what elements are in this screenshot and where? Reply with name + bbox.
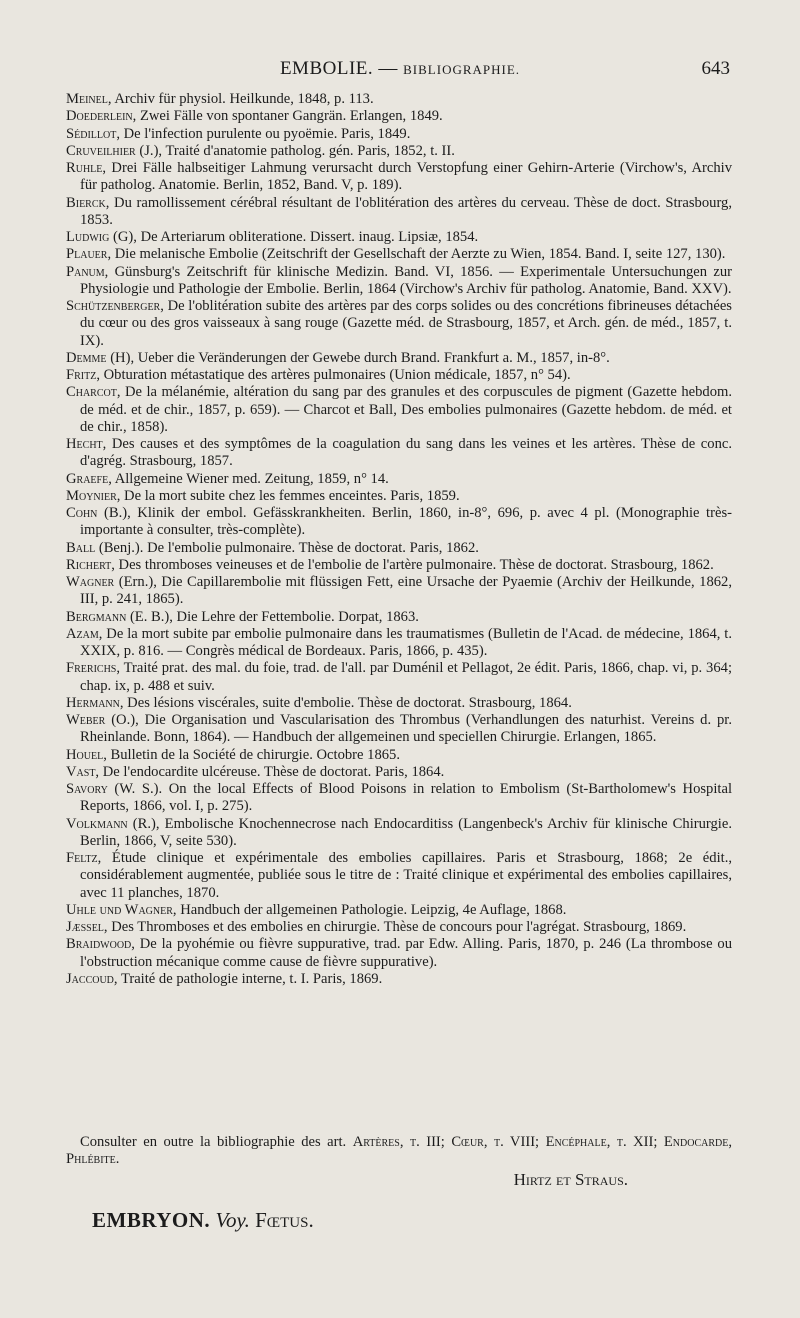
entry-author: Savory (66, 781, 108, 797)
bibliography-entry (66, 764, 732, 781)
bibliography-entry (66, 574, 732, 609)
next-article-target: Fœtus. (255, 1208, 314, 1232)
bibliography-entry (66, 350, 732, 367)
entry-author: Weber (66, 712, 106, 728)
signature (514, 1170, 628, 1190)
entry-author: Hermann, (66, 694, 124, 711)
entry-text: Archiv für physiol. Heilkunde, 1848, p. 113. (111, 91, 374, 107)
bibliography-entry (66, 367, 732, 384)
entry-text: Zwei Fälle von spontaner Gangrän. Erlangen, 1849. (136, 108, 443, 125)
bibliography-entry (66, 195, 732, 230)
entry-text: (R.), Embolische Knochennecrose nach Endocarditiss (Langenbeck's Archiv für klinische Chirurgie. Berlin, 1866, V, seite 530). (80, 815, 732, 849)
entry-text: De la mélanémie, altération du sang par des granules et des corpuscules de pigment (Gazette hebdom. de méd. et de chir., 1857, p. 659). — Charcot et Ball, Des embolies pulmonaires (Gazette hebdom. de méd. et de chir., 1858). (80, 384, 732, 435)
next-article-title: EMBRYON. (92, 1208, 211, 1232)
entry-text: Drei Fälle halbseitiger Lahmung verursacht durch Verstopfung einer Gehirn-Arterie (Virchow's, Archiv für patholog. Anatomie. Berlin, 1852, Band. V, p. 189). (80, 160, 732, 194)
signature-names: Hirtz et Straus. (513, 1170, 628, 1189)
bibliography-entry (66, 712, 732, 747)
entry-text: (Benj.). De l'embolie pulmonaire. Thèse de doctorat. Paris, 1862. (95, 539, 479, 556)
running-header (0, 58, 800, 88)
bibliography-entry (66, 626, 732, 661)
entry-text: (O.), Die Organisation und Vascularisation des Thrombus (Verhandlungen des naturhist. Vereins d. pr. Rheinlande. Bonn, 1864). — Handbuch der allgemeinen und speciellen Chirurgie. Erlangen, 1865. (80, 712, 732, 746)
entry-author: Houel, (66, 746, 107, 763)
bibliography-entry (66, 902, 732, 919)
entry-text: De l'oblitération subite des artères par des corps solides ou des concrétions fibrineuses détachées du cœur ou des gros vaisseaux à sang rouge (Gazette méd. de Strasbourg, 1857, et Arch. gén. de méd., 1857, t. IX). (80, 298, 732, 349)
entry-text: (Ern.), Die Capillarembolie mit flüssigen Fett, eine Ursache der Pyaemie (Archiv der Heilkunde, 1862, III, p. 241, 1865). (80, 574, 732, 608)
entry-author: Bergmann (66, 608, 127, 625)
running-title-sub: BIBLIOGRAPHIE. (403, 62, 521, 77)
entry-text: De la mort subite chez les femmes enceintes. Paris, 1859. (120, 487, 460, 504)
bibliography-entry (66, 660, 732, 695)
entry-text: De l'infection purulente ou pyoëmie. Paris, 1849. (119, 125, 411, 142)
entry-author: Frerichs, (66, 660, 120, 677)
entry-text: Du ramollissement cérébral résultant de l'oblitération des artères du cerveau. Thèse de doct. Strasbourg, 1853. (80, 194, 732, 228)
entry-text: Des causes et des symptômes de la coagulation du sang dans les veines et les artères. Thèse de conc. d'agrég. Strasbourg, 1857. (80, 436, 732, 470)
consult-note (66, 1134, 732, 1169)
bibliography-entry (66, 936, 732, 971)
entry-text: Bulletin de la Société de chirurgie. Octobre 1865. (106, 746, 401, 763)
entry-author: Panum, (66, 263, 109, 280)
bibliography-entry (66, 781, 732, 816)
entry-author: Azam, (66, 625, 103, 642)
bibliography-entry (66, 229, 732, 246)
entry-author: Wagner (66, 574, 115, 590)
running-title-main: EMBOLIE. — (279, 58, 404, 79)
bibliography-entry (66, 91, 732, 108)
entry-author: Moynier, (66, 487, 121, 504)
page-number: 643 (701, 58, 730, 79)
entry-text: Günsburg's Zeitschrift für klinische Medizin. Band. VI, 1856. — Experimentale Untersuchungen zur Physiologie und Pathologie der Embolie. Berlin, 1864 (Virchow's Archiv für patholog. Anatomie, Band. XXV). (80, 263, 732, 297)
bibliography-entry (66, 505, 732, 540)
bibliography-entry (66, 108, 732, 125)
next-article-heading (92, 1208, 314, 1233)
entry-text: (E. B.), Die Lehre der Fettembolie. Dorpat, 1863. (126, 608, 419, 625)
entry-author: Richert, (66, 556, 115, 573)
entry-text: (H), Ueber die Veränderungen der Gewebe durch Brand. Frankfurt a. M., 1857, in-8°. (106, 349, 610, 366)
bibliography-entry (66, 747, 732, 764)
entry-text: Obturation métastatique des artères pulmonaires (Union médicale, 1857, n° 54). (99, 367, 571, 383)
entry-text: Des thromboses veineuses et de l'embolie de l'artère pulmonaire. Thèse de doctorat. Strasbourg, 1862. (114, 556, 714, 573)
entry-text: Die melanische Embolie (Zeitschrift der Gesellschaft der Aerzte zu Wien, 1854. Band. I, seite 127, 130). (111, 246, 726, 263)
bibliography-entry (66, 919, 732, 936)
entry-author: Charcot, (66, 384, 121, 401)
bibliography-entry (66, 816, 732, 851)
next-article-see: Voy. (210, 1208, 256, 1232)
bibliography-entry (66, 126, 732, 143)
entry-author: Volkmann (66, 815, 128, 832)
entry-author: Ball (66, 539, 96, 556)
entry-text: Allgemeine Wiener med. Zeitung, 1859, n° 14. (111, 470, 389, 487)
entry-text: (B.), Klinik der embol. Gefässkrankheiten. Berlin, 1860, in-8°, 696, p. avec 4 pl. (Monographie très-importante à consulter, très-complète). (80, 505, 732, 539)
entry-text: Étude clinique et expérimentale des embolies capillaires. Paris et Strasbourg, 1868; 2e édit., considérablement augmentée, publiée sous le titre de : Traité clinique et expérimental des embolies capillaires, avec 11 planches, 1870. (80, 850, 732, 901)
entry-text: (W. S.). On the local Effects of Blood Poisons in relation to Embolism (St-Bartholomew's Hospital Reports, 1866, vol. I, p. 275). (80, 781, 732, 815)
bibliography-entry (66, 264, 732, 299)
entry-author: Jæssel, (66, 919, 108, 935)
entry-text: Traité prat. des mal. du foie, trad. de l'all. par Duménil et Pellagot, 2e édit. Paris, 1866, chap. vi, p. 364; chap. ix, p. 488 et suiv. (80, 660, 732, 694)
bibliography-entry (66, 971, 732, 988)
entry-author: Sédillot, (66, 125, 120, 142)
entry-author: Uhle und Wagner, (66, 901, 177, 918)
entry-author: Braidwood, (66, 936, 135, 953)
bibliography-entry (66, 384, 732, 436)
bibliography-entry (66, 850, 732, 902)
bibliography-list (66, 91, 732, 988)
entry-author: Schützenberger, (66, 298, 164, 314)
bibliography-entry (66, 246, 732, 263)
entry-text: (J.), Traité d'anatomie patholog. gén. Paris, 1852, t. II. (135, 142, 455, 159)
entry-author: Hecht, (66, 436, 107, 452)
bibliography-entry (66, 298, 732, 350)
entry-author: Ludwig (66, 229, 110, 245)
bibliography-entry (66, 471, 732, 488)
entry-author: Graefe, (66, 470, 112, 487)
entry-author: Plauer, (66, 246, 112, 263)
bibliography-entry (66, 540, 732, 557)
entry-author: Cohn (66, 505, 98, 521)
entry-text: Des lésions viscérales, suite d'embolie. Thèse de doctorat. Strasbourg, 1864. (123, 694, 572, 711)
bibliography-entry (66, 557, 732, 574)
entry-text: De l'endocardite ulcéreuse. Thèse de doctorat. Paris, 1864. (99, 763, 445, 780)
entry-author: Fritz, (66, 367, 100, 383)
entry-text: Des Thromboses et des embolies en chirurgie. Thèse de concours pour l'agrégat. Strasbourg, 1869. (107, 919, 687, 935)
entry-author: Vast, (66, 763, 100, 780)
bibliography-entry (66, 488, 732, 505)
entry-author: Cruveilhier (66, 142, 136, 159)
bibliography-entry (66, 436, 732, 471)
entry-text: Traité de pathologie interne, t. I. Paris, 1869. (117, 970, 383, 987)
entry-author: Meinel, (66, 91, 112, 107)
entry-text: De la pyohémie ou fièvre suppurative, trad. par Edw. Alling. Paris, 1870, p. 246 (La thrombose ou l'obstruction mécanique comme cause de fièvre suppurative). (80, 936, 732, 970)
entry-text: De la mort subite par embolie pulmonaire dans les traumatismes (Bulletin de l'Acad. de médecine, 1864, t. XXIX, p. 816. — Congrès médical de Bordeaux. Paris, 1866, p. 435). (80, 625, 732, 659)
bibliography-entry (66, 143, 732, 160)
entry-author: Doederlein, (66, 108, 137, 125)
entry-author: Jaccoud, (66, 970, 118, 987)
bibliography-entry (66, 695, 732, 712)
consult-lead: Consulter en outre la bibliographie des art. (80, 1134, 353, 1150)
entry-text: (G), De Arteriarum obliteratione. Dissert. inaug. Lipsiæ, 1854. (109, 229, 479, 245)
entry-author: Ruhle, (66, 160, 107, 176)
entry-author: Feltz, (66, 850, 102, 866)
bibliography-entry (66, 160, 732, 195)
consult-refs: Artères, t. III; Cœur, t. VIII; Encéphale, t. XII; Endocarde, Phlébite. (66, 1134, 732, 1168)
entry-text: Handbuch der allgemeinen Pathologie. Leipzig, 4e Auflage, 1868. (176, 901, 567, 918)
bibliography-entry (66, 609, 732, 626)
entry-author: Demme (66, 349, 107, 366)
running-title (0, 58, 800, 80)
entry-author: Bierck, (66, 194, 110, 211)
